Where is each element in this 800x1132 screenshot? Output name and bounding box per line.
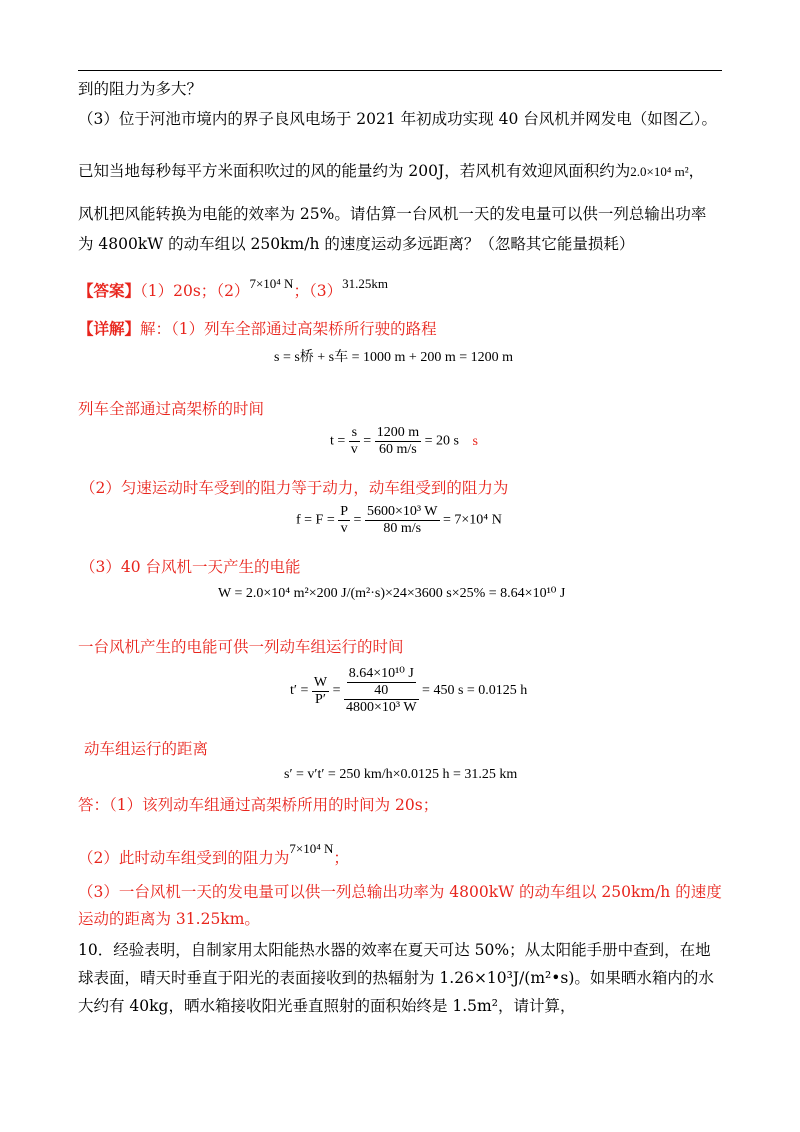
equation-energy: W = 2.0×10⁴ m²×200 J/(m²·s)×24×3600 s×25% = 8.64×10¹⁰ J — [218, 586, 566, 601]
answer-distance-value: 31.25km — [342, 276, 388, 291]
equation-run-time: t′ = $\frac{W}{P'}$ = $\frac{\frac{\text{8.64×10¹⁰ J}}{40}}{\text{4800×10³ W}}$ = 450 s = 0.0125 h — [290, 666, 528, 715]
question-text-line: 风机把风能转换为电能的效率为 25%。请估算一台风机一天的发电量可以供一列总输出功率 — [78, 205, 707, 223]
detail-text-line: （3）40 台风机一天产生的电能 — [80, 558, 301, 576]
equation-run-distance: s′ = v′t′ = 250 km/h×0.0125 h = 31.25 km — [284, 767, 518, 782]
conclusion-line: 运动的距离为 31.25km。 — [78, 910, 260, 928]
question-text-line: 为 4800kW 的动车组以 250km/h 的速度运动多远距离？（忽略其它能量损耗） — [78, 235, 635, 253]
question-text-line: 已知当地每秒每平方米面积吹过的风的能量约为 200J，若风机有效迎风面积约为2.0×10⁴ m²， — [78, 162, 705, 180]
conclusion-line: 答：（1）该列动车组通过高架桥所用的时间为 20s； — [78, 796, 439, 814]
detail-text-line: 列车全部通过高架桥的时间 — [78, 400, 265, 418]
question-10-line: 球表面，晴天时垂直于阳光的表面接收到的热辐射为 1.26×10³J/(m²•s)。如果晒水箱内的水 — [78, 969, 714, 987]
equation-time: t = $\frac{s}{v}$ = $\frac{1200 m}{60 m/s}$ = 20 s s — [330, 425, 478, 457]
answer-line: 【答案】（1）20s；$(2)^{7\times 10^4 N}$；$(3)^{31.25km}$ — [78, 276, 388, 300]
conclusion-line: （3）一台风机一天的发电量可以供一列总输出功率为 4800kW 的动车组以 250km/h 的速度 — [78, 883, 722, 901]
conclusion-line: （2）此时动车组受到的阻力为$^{7\times 10^4 N}$； — [78, 841, 349, 867]
equation-force: f = F = $\frac{P}{v}$ = $\frac{\text{5600×10³ W}}{80 m/s}$ = 7×10⁴ N — [296, 504, 502, 536]
question-10-line: 大约有 40kg，晒水箱接收阳光垂直照射的面积始终是 1.5m²，请计算， — [78, 997, 576, 1015]
question-text-line: （3）位于河池市境内的界子良风电场于 2021 年初成功实现 40 台风机并网发电（如图乙）。 — [78, 110, 717, 128]
detail-text-line: 动车组运行的距离 — [84, 740, 209, 758]
answer-label: 【答案】 — [78, 281, 141, 300]
header-rule — [78, 70, 722, 71]
equation-distance: s = s桥 + s车 = 1000 m + 200 m = 1200 m — [274, 350, 513, 365]
detail-text-line: 一台风机产生的电能可供一列动车组运行的时间 — [78, 638, 404, 656]
question-10-line: 10．经验表明，自制家用太阳能热水器的效率在夏天可达 50%；从太阳能手册中查到，在地 — [78, 941, 711, 959]
detail-intro: 【详解】解：（1）列车全部通过高架桥所行驶的路程 — [78, 319, 437, 338]
conclusion-force-value: 7×10⁴ N — [289, 841, 334, 856]
detail-text-line: （2）匀速运动时车受到的阻力等于动力，动车组受到的阻力为 — [80, 479, 509, 497]
question-text-line: 到的阻力为多大？ — [78, 80, 203, 98]
answer-force-value: 7×10⁴ N — [249, 276, 294, 291]
detail-label: 【详解】 — [78, 319, 141, 338]
area-value: 2.0×10⁴ m² — [630, 164, 689, 179]
